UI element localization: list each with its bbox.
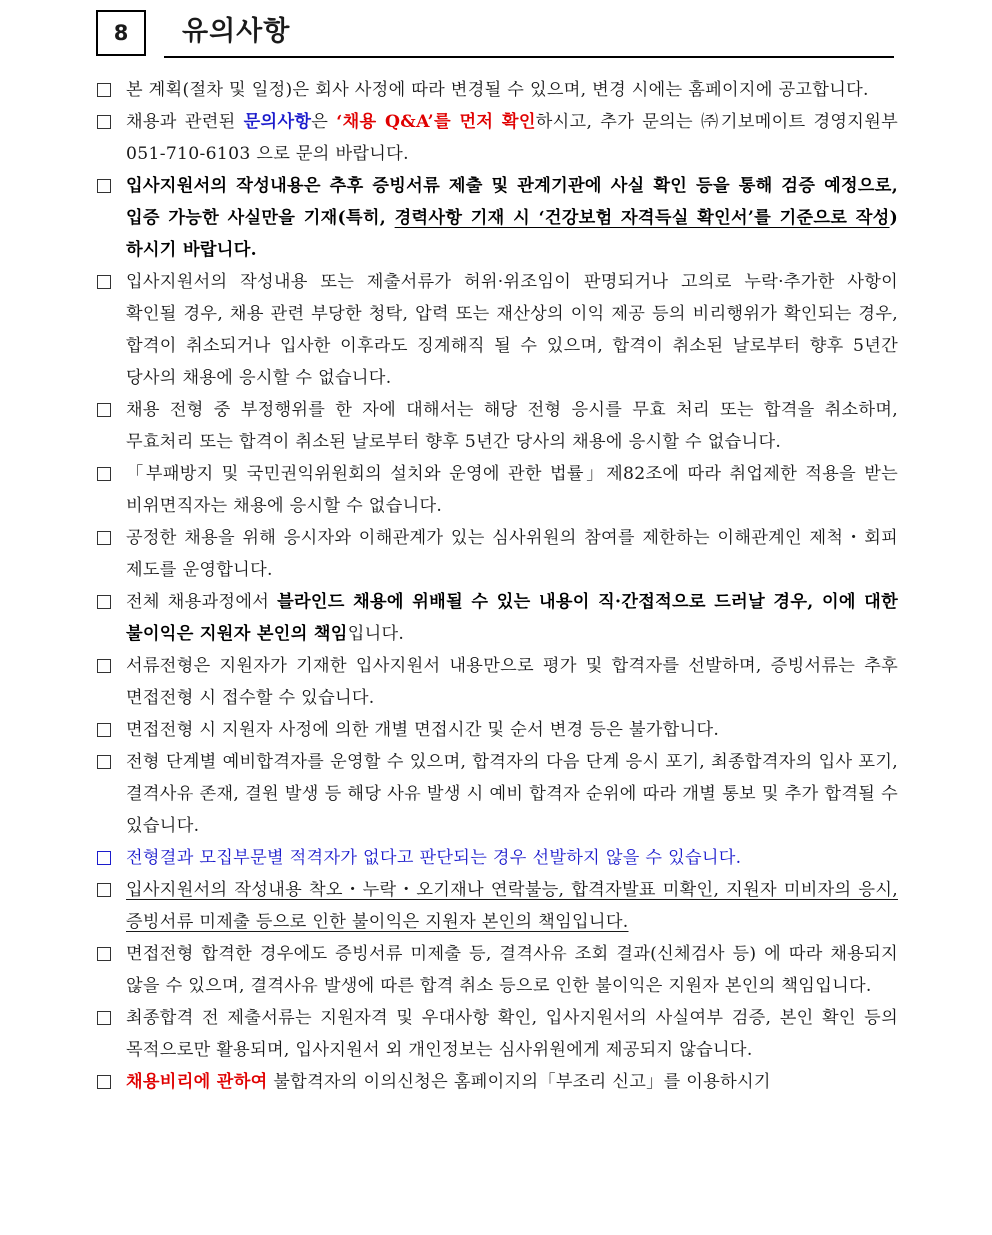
checkbox-icon xyxy=(97,595,111,609)
checkbox-icon xyxy=(97,755,111,769)
list-item xyxy=(96,842,898,874)
checkbox-icon xyxy=(97,1011,111,1025)
list-item xyxy=(96,170,898,266)
list-item xyxy=(96,458,898,522)
hiring-corruption-label: 채용비리에 관하여 xyxy=(126,1072,268,1092)
item-text: 최종합격 전 제출서류는 지원자격 및 우대사항 확인, 입사지원서의 사실여부 검증, 본인 확인 등의 목적으로만 활용되며, 입사지원서 외 개인정보는 심사위원에게 제공되지 않습니다. xyxy=(126,1008,898,1060)
checkbox-icon xyxy=(97,115,111,129)
item-text: 채용과 관련된 문의사항은 ‘채용 Q&A’를 먼저 확인하시고, 추가 문의는 ㈜기보메이트 경영지원부 051-710-6103 으로 문의 바랍니다. xyxy=(126,112,899,164)
item-text: 채용비리에 관하여 불합격자의 이의신청은 홈페이지의「부조리 신고」를 이용하시기 xyxy=(126,1072,771,1092)
checkbox-icon xyxy=(97,1075,111,1089)
list-item xyxy=(96,714,898,746)
list-item xyxy=(96,746,898,842)
checkbox-icon xyxy=(97,947,111,961)
list-item xyxy=(96,650,898,714)
list-item xyxy=(96,586,898,650)
item-text: 입사지원서의 작성내용 착오・누락・오기재나 연락불능, 합격자발표 미확인, 지원자 미비자의 응시, 증빙서류 미제출 등으로 인한 불이익은 지원자 본인의 책임입니다. xyxy=(126,880,898,932)
checkbox-icon xyxy=(97,723,111,737)
item-text: 본 계획(절차 및 일정)은 회사 사정에 따라 변경될 수 있으며, 변경 시에는 홈페이지에 공고합니다. xyxy=(126,80,869,100)
list-item xyxy=(96,1066,898,1098)
list-item xyxy=(96,106,898,170)
item-text: 전체 채용과정에서 블라인드 채용에 위배될 수 있는 내용이 직·간접적으로 드러날 경우, 이에 대한 불이익은 지원자 본인의 책임입니다. xyxy=(126,592,898,644)
qna-highlight: ‘채용 Q&A’를 먼저 확인 xyxy=(336,112,536,132)
checkbox-icon xyxy=(97,403,111,417)
section-title: 유의사항 xyxy=(182,16,291,47)
item-text: 서류전형은 지원자가 기재한 입사지원서 내용만으로 평가 및 합격자를 선발하며, 증빙서류는 추후 면접전형 시 접수할 수 있습니다. xyxy=(126,656,898,708)
item-text: 채용 전형 중 부정행위를 한 자에 대해서는 해당 전형 응시를 무효 처리 또는 합격을 취소하며, 무효처리 또는 합격이 취소된 날로부터 향후 5년간 당사의 채용에 응시할 수 없습니다. xyxy=(126,400,898,452)
checkbox-icon xyxy=(97,883,111,897)
checkbox-icon xyxy=(97,275,111,289)
checkbox-icon xyxy=(97,851,111,865)
section-header xyxy=(96,10,894,60)
item-text: 공정한 채용을 위해 응시자와 이해관계가 있는 심사위원의 참여를 제한하는 이해관계인 제척・회피 제도를 운영합니다. xyxy=(126,528,898,580)
list-item xyxy=(96,938,898,1002)
item-text: 전형결과 모집부문별 적격자가 없다고 판단되는 경우 선발하지 않을 수 있습니다. xyxy=(126,848,742,868)
career-note: 경력사항 기재 시 ‘건강보험 자격득실 확인서’를 기준으로 작성 xyxy=(394,208,890,228)
inquiry-highlight: 문의사항 xyxy=(243,112,312,132)
notice-list xyxy=(96,74,898,1098)
item-text: 면접전형 합격한 경우에도 증빙서류 미제출 등, 결격사유 조회 결과(신체검사 등) 에 따라 채용되지 않을 수 있으며, 결격사유 발생에 따른 합격 취소 등으로 인한 불이익은 지원자 본인의 책임입니다. xyxy=(126,944,898,996)
list-item xyxy=(96,522,898,586)
item-text: 입사지원서의 작성내용은 추후 증빙서류 제출 및 관계기관에 사실 확인 등을 통해 검증 예정으로, 입증 가능한 사실만을 기재(특히, 경력사항 기재 시 ‘건강보험 자격득실 확인서’를 기준으로 작성)하시기 바랍니다. xyxy=(126,176,898,260)
blind-hiring-note: 블라인드 채용에 위배될 수 있는 내용이 직·간접적으로 드러날 경우, 이에 대한 불이익은 지원자 본인의 책임 xyxy=(126,592,898,644)
list-item xyxy=(96,394,898,458)
list-item xyxy=(96,874,898,938)
checkbox-icon xyxy=(97,531,111,545)
list-item xyxy=(96,74,898,106)
item-text: 「부패방지 및 국민권익위원회의 설치와 운영에 관한 법률」제82조에 따라 취업제한 적용을 받는 비위면직자는 채용에 응시할 수 없습니다. xyxy=(126,464,898,516)
checkbox-icon xyxy=(97,83,111,97)
title-underline xyxy=(164,56,894,58)
checkbox-icon xyxy=(97,659,111,673)
item-text: 전형 단계별 예비합격자를 운영할 수 있으며, 합격자의 다음 단계 응시 포기, 최종합격자의 입사 포기, 결격사유 존재, 결원 발생 등 해당 사유 발생 시 예비 합격자 순위에 따라 개별 통보 및 추가 합격될 수 있습니다. xyxy=(126,752,898,836)
checkbox-icon xyxy=(97,179,111,193)
checkbox-icon xyxy=(97,467,111,481)
section-number: 8 xyxy=(96,10,146,56)
item-text: 입사지원서의 작성내용 또는 제출서류가 허위·위조임이 판명되거나 고의로 누락·추가한 사항이 확인될 경우, 채용 관련 부당한 청탁, 압력 또는 재산상의 이익 제공 등의 비리행위가 확인되는 경우, 합격이 취소되거나 입사한 이후라도 징계해직 될 수 있으며, 합격이 취소된 날로부터 향후 5년간 당사의 채용에 응시할 수 없습니다. xyxy=(126,272,898,388)
list-item xyxy=(96,1002,898,1066)
item-text: 면접전형 시 지원자 사정에 의한 개별 면접시간 및 순서 변경 등은 불가합니다. xyxy=(126,720,720,740)
list-item xyxy=(96,266,898,394)
